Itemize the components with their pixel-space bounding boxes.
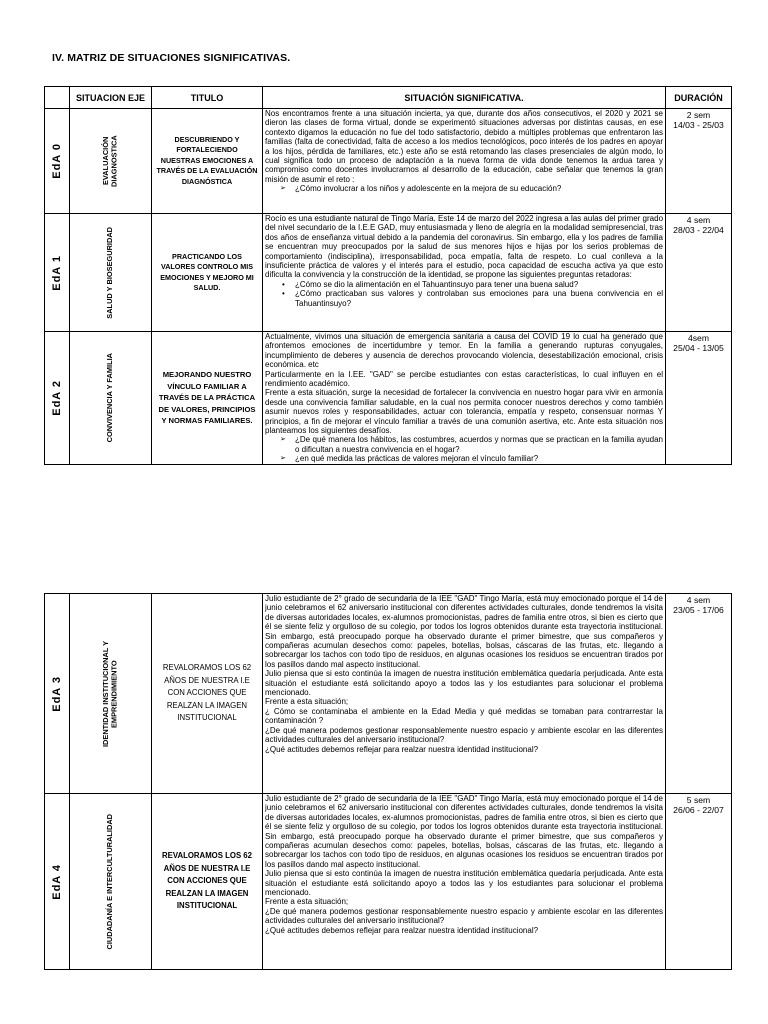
situacion-paragraph: Julio estudiante de 2° grado de secundaria de la IEE "GAD" Tingo María, está muy emocionado porque el 14 de junio celebramos el 62 aniversario institucional con diferentes actividades culturales, donde tendremos la visita de diversas autoridades locales, ex-alumnos promocionistas, padres de familia entre otros, si bien es cierto que él se siente feliz y orgulloso de su colegio, por todos los logros obtenidos durante esta trayectoria institucional. Sin embargo, está preocupado porque ha observado durante el primer bimestre, que sus compañeros y compañeras acumulan desechos como: papeles, botellas, bolsas, cáscaras de las frutas, etc. llegando a sobrecargar los tachos con todo tipo de residuos, en algunas ocasiones los residuos se encuentran tirados por los pasillos dando mal aspecto institucional. <box>265 594 663 669</box>
titulo-cell: PRACTICANDO LOS VALORES CONTROLO MIS EMOCIONES Y MEJORO MI SALUD. <box>152 214 263 332</box>
situacion-text <box>265 332 663 435</box>
duracion-weeks: 4sem <box>687 333 709 343</box>
situacion-paragraph: Actualmente, vivimos una situación de emergencia sanitaria a causa del COVID 19 lo cual ha generado que afrontemos emociones de incertidumbre y temor. En la familia a generando rupturas conyugales, incumplimiento de deberes y ausencia de derechos provocando violencia, desestabilización emocional, crisis económica. etc <box>265 332 663 370</box>
situacion-text <box>265 794 663 935</box>
titulo-cell: DESCUBRIENDO Y FORTALECIENDO NUESTRAS EMOCIONES A TRAVÉS DE LA EVALUACIÓN DIAGNÓSTICA <box>152 109 263 214</box>
duracion-weeks: 2 sem <box>686 110 711 120</box>
situacion-cell <box>263 214 666 332</box>
situacion-paragraph: Particularmente en la I.EE. "GAD" se percibe estudiantes con estas características, lo cual influyen en el rendimiento académico. <box>265 369 663 389</box>
header-situacion-eje: SITUACION EJE <box>70 87 152 109</box>
eje-cell <box>70 332 152 465</box>
situacion-cell <box>263 594 666 794</box>
situacion-text <box>265 109 663 184</box>
eje-cell <box>70 594 152 794</box>
eda-row <box>45 794 732 970</box>
titulo-cell: REVALORAMOS LOS 62 AÑOS DE NUESTRA I.E CON ACCIONES QUE REALZAN LA IMAGEN INSTITUCIONAL <box>152 594 263 794</box>
duracion-cell <box>666 332 732 465</box>
situacion-paragraph: Julio estudiante de 2° grado de secundaria de la IEE "GAD" Tingo María, está muy emocionado porque el 14 de junio celebramos el 62 aniversario institucional con diferentes actividades culturales, donde tendremos la visita de diversas autoridades locales, ex-alumnos promocionistas, padres de familia entre otros, si bien es cierto que él se siente feliz y orgulloso de su colegio, por todos los logros obtenidos durante esta trayectoria institucional. Sin embargo, está preocupado porque ha observado durante el primer bimestre, que sus compañeros y compañeras acumulan desechos como: papeles, botellas, bolsas, cáscaras de las frutas, etc. llegando a sobrecargar los tachos con todo tipo de residuos, en algunas ocasiones los residuos se encuentran tirados por los pasillos dando mal aspecto institucional. <box>265 794 663 869</box>
situacion-paragraph: Julio piensa que si esto continúa la imagen de nuestra institución emblemática quedaría perjudicada. Ante esta situación el estudiante está solicitando apoyo a todos las y los estudiantes para solucionar el problema mencionado. <box>265 669 663 698</box>
question-list <box>265 435 663 463</box>
header-titulo: TITULO <box>152 87 263 109</box>
situacion-paragraph: Frente a esta situación; <box>265 897 349 907</box>
situacion-cell <box>263 794 666 970</box>
situacion-paragraph: Rocío es una estudiante natural de Tingo María. Este 14 de marzo del 2022 ingresa a las aulas del primer grado del nivel secundario de la I.E.E GAD, muy entusiasmada y lleno de alegría en la modalidad semipresencial, tras dos años de enseñanza virtual debido a la pandemia del coronavirus. Sin embargo, ella y los padres de familia se encuentran muy preocupados por la salud de sus menores hijos e hijas por los serios problemas de comportamiento (indisciplina), irresponsabilidad, poca empatía, falta de respeto. Lo cual conlleva a la insuficiente práctica de valores y el interés para el estudio, poca capacidad de escucha activa ya que esto dificulta la convivencia y la construcción de la identidad, se propone las siguientes preguntas retadoras: <box>265 214 664 280</box>
duracion-weeks: 5 sem <box>686 795 711 805</box>
duracion-range: 14/03 - 25/03 <box>673 120 724 130</box>
question-list <box>265 280 663 308</box>
eje-label: IDENTIDAD INSTITUCIONAL Y EMPRENDIMIENTO <box>101 640 119 747</box>
question-item: ➢ ¿Cómo involucrar a los niños y adolescente en la mejora de su educación? <box>295 184 663 193</box>
header-row <box>45 87 732 109</box>
header-blank <box>45 87 70 109</box>
eje-cell <box>70 214 152 332</box>
eje-cell <box>70 794 152 970</box>
duracion-range: 23/05 - 17/06 <box>673 605 724 615</box>
eda-cell <box>45 214 70 332</box>
situacion-paragraph: Frente a esta situación, surge la necesidad de fortalecer la convivencia en nuestro hogar para vivir en armonía desde una convivencia familiar saludable, en la cual nos permita conocer nuestros derechos y como también asumir nuevos roles y responsabilidades, actuar con tolerancia, empatía y respeto, consensuar normas Y principios, a fin de mejorar el vínculo familiar a través de una comunión asertiva, etc. Ante esta situación nos planteamos los siguientes desafíos. <box>265 388 663 436</box>
eda-label: EdA 3 <box>51 675 63 712</box>
situacion-cell <box>263 332 666 465</box>
eje-label: CONVIVENCIA Y FAMILIA <box>105 353 115 443</box>
eda-row <box>45 109 732 214</box>
situacion-paragraph: Frente a esta situación; <box>265 697 349 707</box>
eje-label: SALUD Y BIOSEGURIDAD <box>105 226 115 319</box>
question-item: • ¿Cómo practicaban sus valores y controlaban sus emociones para una buena convivencia en el Tahuantinsuyo? <box>295 289 663 308</box>
question-item: ➢ ¿De qué manera los hábitos, las costumbres, acuerdos y normas que se practican en la familia ayudan o dificultan a nuestra convivencia en el hogar? <box>295 435 663 454</box>
duracion-range: 26/06 - 22/07 <box>673 805 724 815</box>
eda-label: EdA 1 <box>51 254 63 291</box>
eda-label: EdA 4 <box>51 863 63 900</box>
situacion-paragraph: Nos encontramos frente a una situación incierta, ya que, durante dos años consecutivos, el 2020 y 2021 se dieron las clases de forma virtual, donde se experimentó situaciones adversas por distintas causas, en ese contexto digamos la educación no fue del todo satisfactorio, debido a múltiples problemas que enfrentaron las familias (falta de conectividad, falta de acceso a los medios tecnológicos, poco interés de los padres en apoyar a los hijos, pérdida de familiares, etc.) este año se está retomando las clases presenciales de algún modo, lo cual significa todo un proceso de adaptación a la nueva forma de vida donde tenemos la ardua tarea y compromiso como docentes involucrarnos al desarrollo de la educación, cabe señalar que tenemos la gran misión de asumir el reto : <box>265 109 663 184</box>
question-list <box>265 184 663 193</box>
titulo-cell: MEJORANDO NUESTRO VÍNCULO FAMILIAR A TRAVÉS DE LA PRÁCTICA DE VALORES, PRINCIPIOS Y NORMAS FAMILIARES. <box>152 332 263 465</box>
situacion-paragraph: ¿De qué manera podemos gestionar responsablemente nuestro espacio y ambiente escolar en las diferentes actividades culturales del aniversario institucional? <box>265 725 663 745</box>
eda-row <box>45 332 732 465</box>
eda-row <box>45 214 732 332</box>
situacion-paragraph: ¿Qué actitudes debemos reflejar para realzar nuestra identidad institucional? <box>265 744 539 754</box>
eda-cell <box>45 109 70 214</box>
situacion-paragraph: Julio piensa que si esto continúa la imagen de nuestra institución emblemática quedaría perjudicada. Ante esta situación el estudiante está solicitando apoyo a todos las y los estudiantes para solucionar el problema mencionado. <box>265 869 663 898</box>
situacion-text <box>265 214 663 280</box>
eje-label: EVALUACIÓN DIAGNOSTICA <box>101 135 119 187</box>
eda-cell <box>45 332 70 465</box>
situacion-cell <box>263 109 666 214</box>
header-duracion: DURACIÓN <box>666 87 732 109</box>
duracion-cell <box>666 214 732 332</box>
eje-cell <box>70 109 152 214</box>
situacion-paragraph: ¿De qué manera podemos gestionar responsablemente nuestro espacio y ambiente escolar en las diferentes actividades culturales del aniversario institucional? <box>265 906 663 926</box>
duracion-cell <box>666 794 732 970</box>
duracion-weeks: 4 sem <box>686 595 711 605</box>
page-title: IV. MATRIZ DE SITUACIONES SIGNIFICATIVAS. <box>52 52 291 64</box>
matrix-table-part-2 <box>44 593 732 970</box>
situacion-paragraph: ¿ Cómo se contaminaba el ambiente en la Edad Media y qué medidas se tomaban para contrarrestar la contaminación ? <box>265 706 663 726</box>
situacion-text <box>265 594 663 754</box>
eda-label: EdA 2 <box>51 379 63 416</box>
duracion-cell <box>666 594 732 794</box>
situacion-paragraph: ¿Qué actitudes debemos reflejar para realzar nuestra identidad institucional? <box>265 925 539 935</box>
header-situacion-significativa: SITUACIÓN SIGNIFICATIVA. <box>263 87 666 109</box>
eda-cell <box>45 594 70 794</box>
duracion-range: 28/03 - 22/04 <box>673 225 724 235</box>
eda-row <box>45 594 732 794</box>
eda-label: EdA 0 <box>51 143 63 179</box>
duracion-range: 25/04 - 13/05 <box>673 343 724 353</box>
matrix-table-part-1 <box>44 86 732 465</box>
question-item: • ¿Cómo se dio la alimentación en el Tahuantinsuyo para tener una buena salud? <box>295 280 663 289</box>
duracion-weeks: 4 sem <box>686 215 711 225</box>
duracion-cell <box>666 109 732 214</box>
eje-label: CIUDADANÍA E INTERCULTURALIDAD <box>105 813 115 950</box>
titulo-cell: REVALORAMOS LOS 62 AÑOS DE NUESTRA I.E CON ACCIONES QUE REALZAN LA IMAGEN INSTITUCIONAL <box>152 794 263 970</box>
eda-cell <box>45 794 70 970</box>
question-item: ➢ ¿en qué medida las prácticas de valores mejoran el vínculo familiar? <box>295 454 663 463</box>
